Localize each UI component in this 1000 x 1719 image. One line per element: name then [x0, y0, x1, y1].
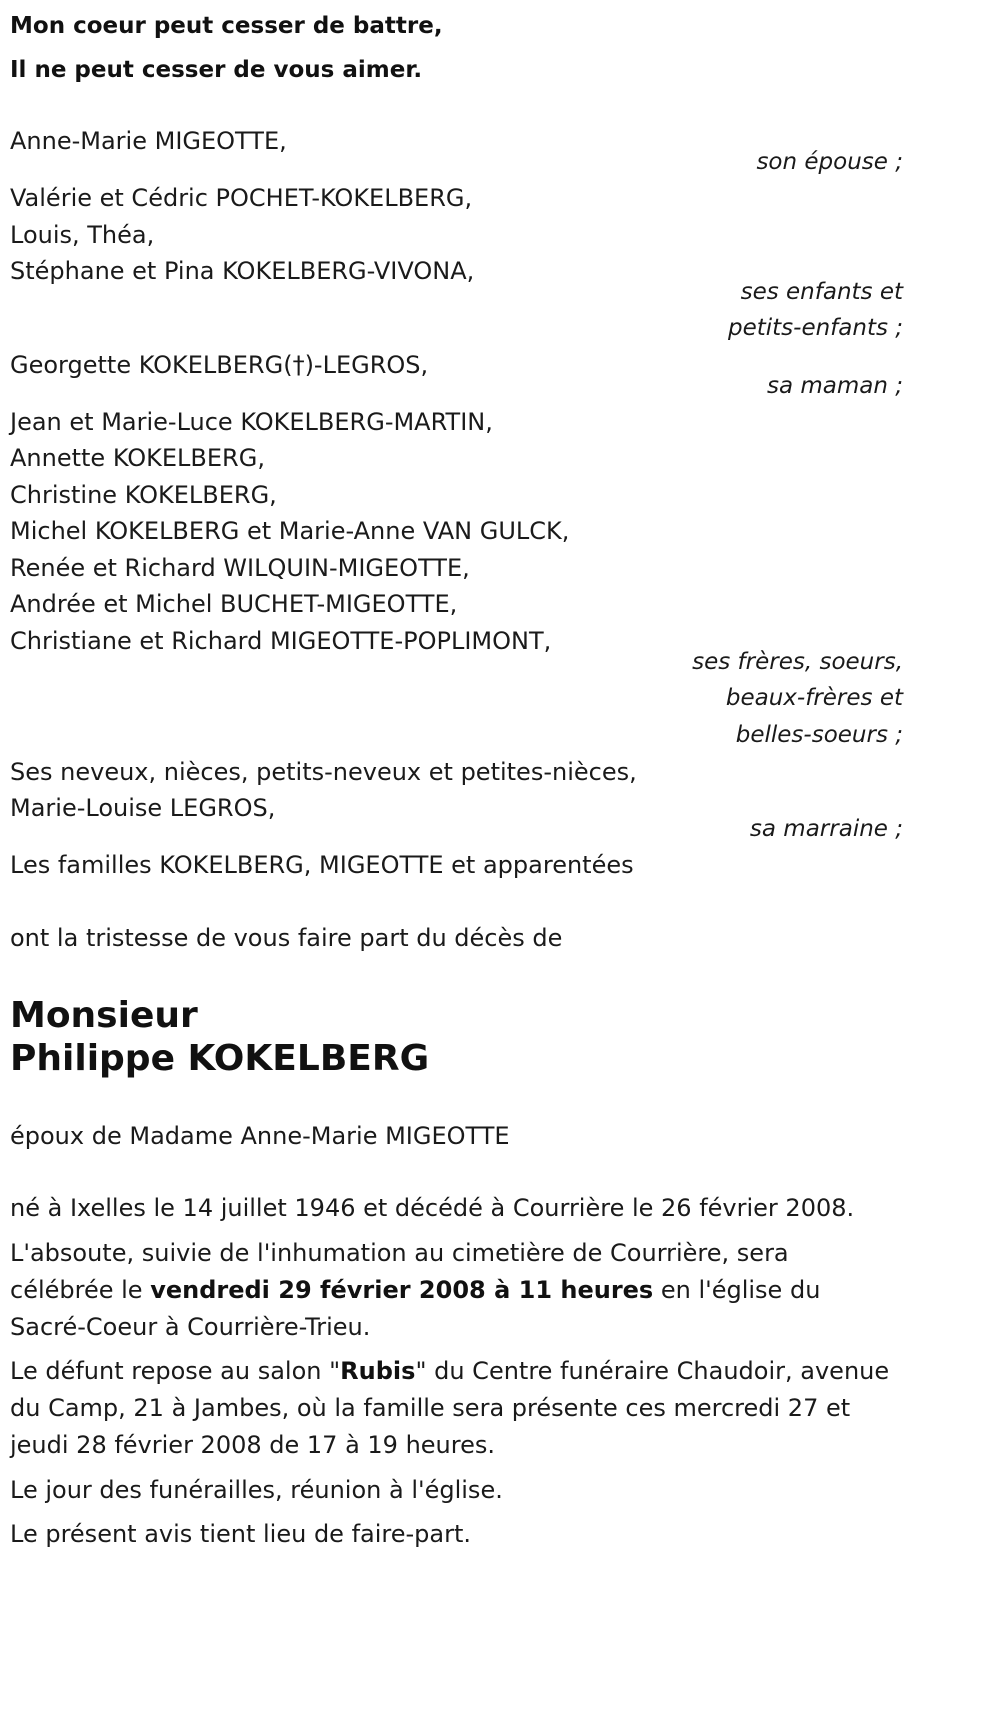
- siblings-relation-3: belles-soeurs ;: [735, 722, 903, 748]
- birth-death-line: né à Ixelles le 14 juillet 1946 et décédé à Courrière le 26 février 2008.: [10, 1194, 855, 1222]
- ceremony-line-1: L'absoute, suivie de l'inhumation au cimetière de Courrière, sera: [10, 1239, 789, 1267]
- child-line-2: Louis, Théa,: [10, 221, 155, 249]
- rest-line-2: du Camp, 21 à Jambes, où la famille sera présente ces mercredi 27 et: [10, 1394, 851, 1422]
- mother-relation: sa maman ;: [766, 373, 903, 399]
- funeral-day-line: Le jour des funérailles, réunion à l'église.: [10, 1476, 503, 1504]
- ceremony-line-2-pre: célébrée le: [10, 1276, 151, 1304]
- rest-line-1-post: " du Centre funéraire Chaudoir, avenue: [415, 1357, 890, 1385]
- child-line-1: Valérie et Cédric POCHET-KOKELBERG,: [10, 184, 473, 212]
- ceremony-line-2-post: en l'église du: [653, 1276, 821, 1304]
- announcement-line: ont la tristesse de vous faire part du décès de: [10, 924, 563, 952]
- salon-name: Rubis: [340, 1357, 416, 1385]
- deceased-name: Philippe KOKELBERG: [10, 1038, 430, 1079]
- nephews-line: Ses neveux, nièces, petits-neveux et petites-nièces,: [10, 758, 637, 786]
- sibling-line-4: Michel KOKELBERG et Marie-Anne VAN GULCK,: [10, 517, 570, 545]
- godmother-relation: sa marraine ;: [749, 816, 903, 842]
- rest-line-1: [10, 1355, 889, 1387]
- ceremony-date-time: vendredi 29 février 2008 à 11 heures: [150, 1276, 654, 1304]
- sibling-line-1: Jean et Marie-Luce KOKELBERG-MARTIN,: [10, 408, 493, 436]
- motto-line-2: Il ne peut cesser de vous aimer.: [10, 57, 423, 83]
- godmother-name: Marie-Louise LEGROS,: [10, 794, 276, 822]
- spouse-of-line: époux de Madame Anne-Marie MIGEOTTE: [10, 1122, 510, 1150]
- siblings-relation-2: beaux-frères et: [725, 685, 903, 711]
- siblings-relation-1: ses frères, soeurs,: [692, 649, 903, 675]
- sibling-line-7: Christiane et Richard MIGEOTTE-POPLIMONT,: [10, 627, 552, 655]
- ceremony-line-2: [10, 1274, 820, 1306]
- notice-line: Le présent avis tient lieu de faire-part.: [10, 1520, 472, 1548]
- motto-line-1: Mon coeur peut cesser de battre,: [10, 13, 443, 39]
- children-relation-1: ses enfants et: [740, 279, 903, 305]
- mother-name: Georgette KOKELBERG(†)-LEGROS,: [10, 351, 429, 379]
- rest-line-3: jeudi 28 février 2008 de 17 à 19 heures.: [10, 1431, 495, 1459]
- sibling-line-5: Renée et Richard WILQUIN-MIGEOTTE,: [10, 554, 470, 582]
- sibling-line-3: Christine KOKELBERG,: [10, 481, 277, 509]
- children-relation-2: petits-enfants ;: [727, 315, 903, 341]
- sibling-line-6: Andrée et Michel BUCHET-MIGEOTTE,: [10, 590, 458, 618]
- deceased-title: Monsieur: [10, 995, 198, 1036]
- child-line-3: Stéphane et Pina KOKELBERG-VIVONA,: [10, 257, 475, 285]
- spouse-name: Anne-Marie MIGEOTTE,: [10, 127, 287, 155]
- sibling-line-2: Annette KOKELBERG,: [10, 444, 265, 472]
- families-line: Les familles KOKELBERG, MIGEOTTE et apparentées: [10, 851, 634, 879]
- rest-line-1-pre: Le défunt repose au salon ": [10, 1357, 341, 1385]
- ceremony-line-3: Sacré-Coeur à Courrière-Trieu.: [10, 1313, 371, 1341]
- spouse-relation: son épouse ;: [756, 149, 903, 175]
